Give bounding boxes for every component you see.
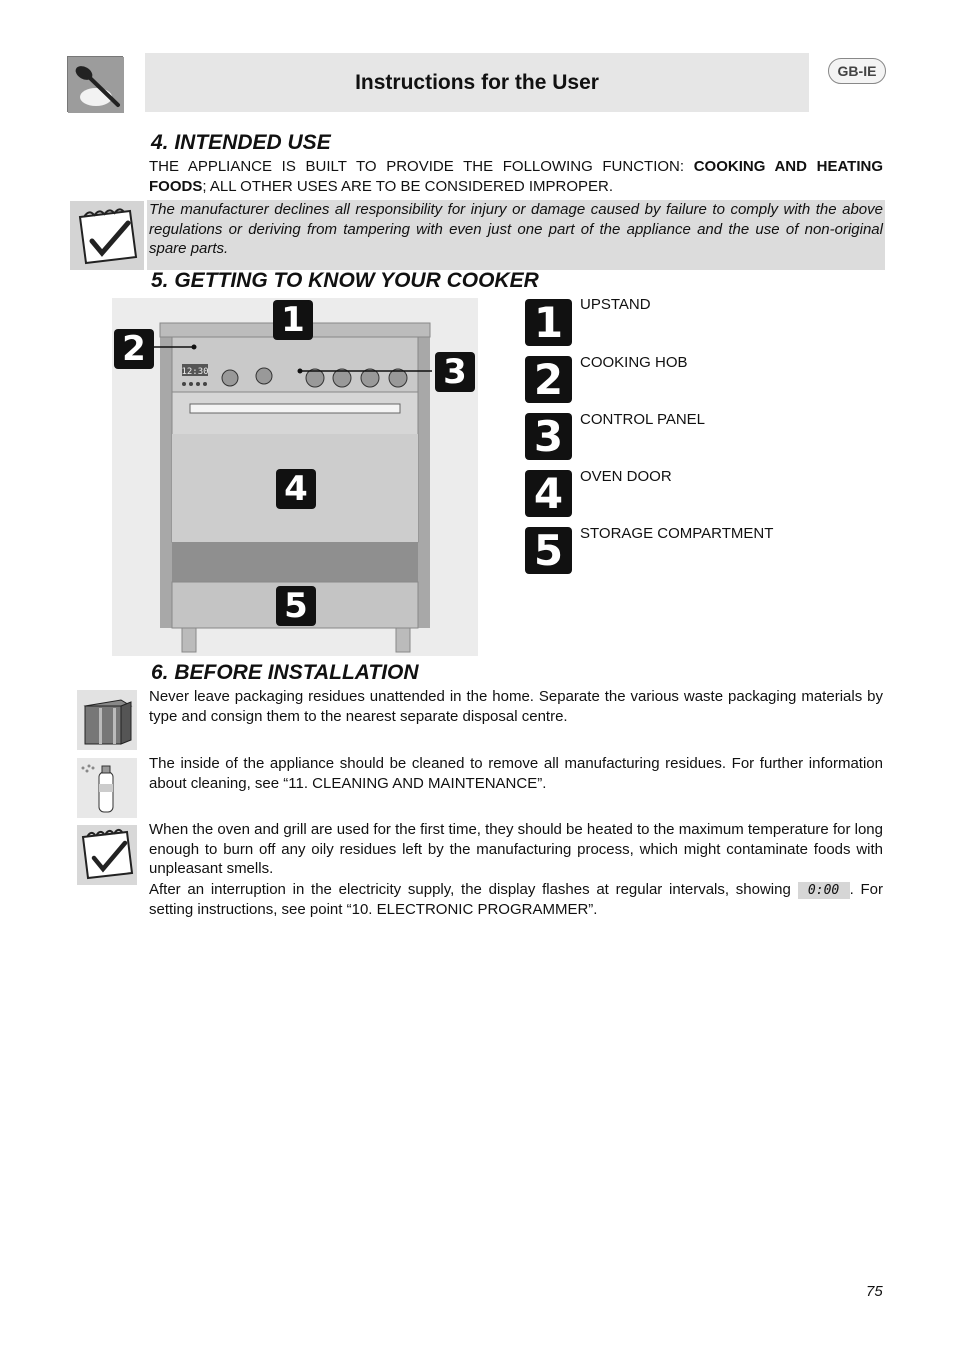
language-badge: GB-IE <box>828 58 886 84</box>
packaging-paragraph: Never leave packaging residues unattended in the home. Separate the various waste packaging materials by type and consign them to the nearest separate disposal centre. <box>149 688 883 725</box>
legend-label-upstand: UPSTAND <box>580 296 651 313</box>
header-bar <box>145 53 809 112</box>
legend-badge-2: 2 <box>525 356 572 403</box>
legend-label-oven-door: OVEN DOOR <box>580 468 672 485</box>
legend-label-storage-compartment: STORAGE COMPARTMENT <box>580 525 774 542</box>
power-interruption-text-start: After an interruption in the electricity supply, the display flashes at regular intervals, showing <box>149 881 798 898</box>
legend-label-control-panel: CONTROL PANEL <box>580 411 706 428</box>
power-interruption-text-end: . For setting instructions, see point “10. ELECTRONIC PROGRAMMER”. <box>149 881 883 918</box>
page-number: 75 <box>866 1283 883 1300</box>
spray-can-icon <box>77 758 137 818</box>
disclaimer-text: The manufacturer declines all responsibility for injury or damage caused by failure to comply with the above regulations or deriving from tampering with even just one part of the appliance and the use of non-original spare parts. <box>149 201 883 257</box>
spoon-chef-hat-icon <box>67 56 123 112</box>
intended-use-bold: COOKING AND HEATING FOODS <box>149 158 883 195</box>
notepad-check-icon <box>77 825 137 885</box>
legend-badge-4: 4 <box>525 470 572 517</box>
packaging-box-icon <box>77 690 137 750</box>
section-6-title: 6. BEFORE INSTALLATION <box>151 661 419 684</box>
diagram-badge-5: 5 <box>276 586 316 626</box>
diagram-badge-4: 4 <box>276 469 316 509</box>
page-header-title: Instructions for the User <box>355 70 599 94</box>
intended-use-text-end: ; ALL OTHER USES ARE TO BE CONSIDERED IMPROPER. <box>202 177 614 195</box>
legend-badge-5: 5 <box>525 527 572 574</box>
diagram-badge-1: 1 <box>273 300 313 340</box>
legend-label-cooking-hob: COOKING HOB <box>580 354 688 371</box>
section-5-title: 5. GETTING TO KNOW YOUR COOKER <box>151 269 539 292</box>
first-use-paragraph: When the oven and grill are used for the first time, they should be heated to the maximum temperature for long enough to burn off any oily residues left by the manufacturing process, which might contaminate foods with unpleasant smells. <box>149 821 883 877</box>
legend-badge-3: 3 <box>525 413 572 460</box>
legend-badge-1: 1 <box>525 299 572 346</box>
cooker-display-time: 12:30 <box>181 367 209 377</box>
diagram-badge-3: 3 <box>435 352 475 392</box>
section-4-title: 4. INTENDED USE <box>151 131 331 154</box>
diagram-badge-2: 2 <box>114 329 154 369</box>
intended-use-paragraph <box>149 157 883 196</box>
notepad-check-icon <box>70 201 144 270</box>
cleaning-paragraph: The inside of the appliance should be cleaned to remove all manufacturing residues. For further information about cleaning, see “11. CLEANING AND MAINTENANCE”. <box>149 755 883 792</box>
disclaimer-note <box>147 200 885 270</box>
intended-use-text-start: THE APPLIANCE IS BUILT TO PROVIDE THE FOLLOWING FUNCTION: <box>149 158 694 175</box>
power-interruption-paragraph <box>149 880 883 919</box>
display-zero-sample: 0:00 <box>798 882 850 899</box>
